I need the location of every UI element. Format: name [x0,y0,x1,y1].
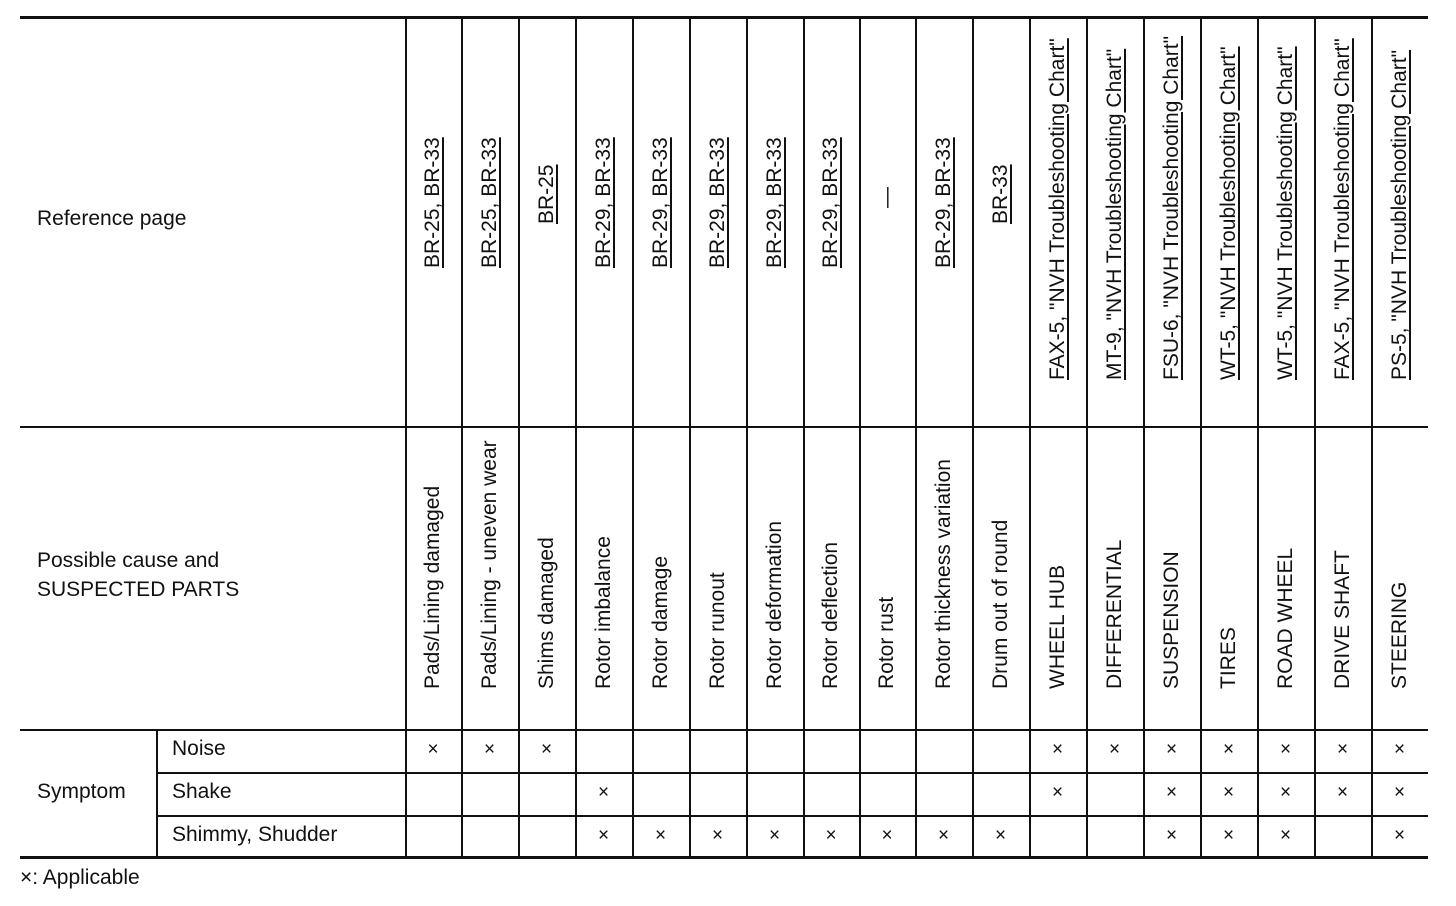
column-divider [461,16,463,857]
applicable-mark: × [1222,782,1235,803]
applicable-mark: × [937,825,950,846]
applicable-mark: × [597,782,610,803]
applicable-mark: × [1393,739,1406,760]
column-divider [972,16,974,857]
table-top-border [20,16,1428,19]
reference-page-link[interactable]: BR-25, BR-33 [477,137,501,268]
suspected-part-label: Shims damaged [534,537,558,689]
column-divider [518,16,520,857]
column-divider [746,16,748,857]
symptom-label: Symptom [37,780,126,803]
suspected-part-label: WHEEL HUB [1045,564,1069,689]
symptom-divider [20,729,1428,731]
applicable-mark: × [1279,825,1292,846]
suspected-part-label: Pads/Lining - uneven wear [477,440,501,689]
suspected-part-label: ROAD WHEEL [1273,547,1297,689]
applicable-mark: × [1051,782,1064,803]
reference-page-link[interactable]: FAX-5, "NVH Troubleshooting Chart" [1045,38,1069,380]
column-divider [1314,16,1316,857]
suspected-part-label: TIRES [1216,627,1240,689]
reference-page-link[interactable]: WT-5, "NVH Troubleshooting Chart" [1216,46,1240,380]
column-divider [1371,16,1373,857]
reference-page-link[interactable]: BR-25, BR-33 [421,137,444,268]
applicable-mark: × [1222,739,1235,760]
row-divider [156,772,1428,774]
applicable-mark: × [483,739,496,760]
applicable-mark: × [1108,739,1121,760]
suspected-part-label: Rotor deflection [819,541,842,689]
reference-page-link[interactable]: MT-9, "NVH Troubleshooting Chart" [1102,48,1126,380]
column-divider [1029,16,1031,857]
suspected-part-label: Rotor deformation [762,520,786,689]
suspected-part-label: Rotor rust [875,596,898,689]
applicable-mark: × [768,825,781,846]
suspected-part-label: Rotor damage [648,555,672,689]
reference-page-link[interactable]: BR-29, BR-33 [931,137,955,268]
applicable-mark: × [1279,739,1292,760]
applicable-mark: × [1279,782,1292,803]
suspected-part-label: Pads/Lining damaged [421,485,444,689]
reference-page-link[interactable]: WT-5, "NVH Troubleshooting Chart" [1273,46,1297,380]
column-divider [575,16,577,857]
footnote: ×: Applicable [20,866,140,889]
applicable-mark: × [1393,782,1406,803]
reference-page-link[interactable]: BR-29, BR-33 [762,137,786,268]
applicable-mark: × [1222,825,1235,846]
reference-page-link[interactable]: BR-29, BR-33 [591,137,615,268]
suspected-part-label: DRIVE SHAFT [1330,550,1354,689]
applicable-mark: × [711,825,724,846]
symptom-row-label: Shimmy, Shudder [172,823,338,846]
suspected-part-label: Rotor thickness variation [931,459,955,689]
reference-page-link[interactable]: — [875,187,898,208]
applicable-mark: × [1165,825,1178,846]
applicable-mark: × [825,825,837,846]
reference-page-link[interactable]: PS-5, "NVH Troubleshooting Chart" [1387,49,1411,380]
suspected-part-label: Rotor imbalance [591,536,615,689]
table-bottom-border [20,856,1428,859]
suspected-parts-label: SUSPECTED PARTS [37,578,240,601]
reference-page-link[interactable]: BR-29, BR-33 [705,137,729,268]
reference-page-label: Reference page [37,207,187,230]
row-divider [156,815,1428,817]
column-divider [405,16,407,857]
suspected-part-label: DIFFERENTIAL [1102,539,1126,689]
column-divider [1257,16,1259,857]
applicable-mark: × [1051,739,1064,760]
possible-cause-label: Possible cause and [37,549,220,572]
header-divider [20,426,1428,428]
applicable-mark: × [597,825,610,846]
suspected-part-label: Drum out of round [988,519,1012,689]
suspected-part-label: SUSPENSION [1159,551,1183,689]
applicable-mark: × [1336,739,1349,760]
applicable-mark: × [1165,782,1178,803]
reference-page-link[interactable]: BR-25 [534,164,558,224]
reference-page-link[interactable]: BR-33 [988,164,1012,224]
column-divider [632,16,634,857]
column-divider [1086,16,1088,857]
reference-page-link[interactable]: BR-29, BR-33 [819,137,842,268]
column-divider [859,16,861,857]
applicable-mark: × [1165,739,1178,760]
column-divider [915,16,917,857]
reference-page-link[interactable]: BR-29, BR-33 [648,137,672,268]
applicable-mark: × [881,825,893,846]
column-divider [689,16,691,857]
suspected-part-label: Rotor runout [705,572,729,689]
applicable-mark: × [427,739,439,760]
applicable-mark: × [1393,825,1406,846]
column-divider [1200,16,1202,857]
reference-page-link[interactable]: FSU-6, "NVH Troubleshooting Chart" [1159,35,1183,380]
applicable-mark: × [1336,782,1349,803]
applicable-mark: × [654,825,667,846]
symptom-row-label: Shake [172,780,232,803]
column-divider [1143,16,1145,857]
reference-page-link[interactable]: FAX-5, "NVH Troubleshooting Chart" [1330,38,1354,380]
applicable-mark: × [994,825,1007,846]
symptom-row-label: Noise [172,737,226,760]
symptom-column-divider [156,729,158,857]
column-divider [803,16,805,857]
applicable-mark: × [540,739,553,760]
suspected-part-label: STEERING [1387,581,1411,689]
